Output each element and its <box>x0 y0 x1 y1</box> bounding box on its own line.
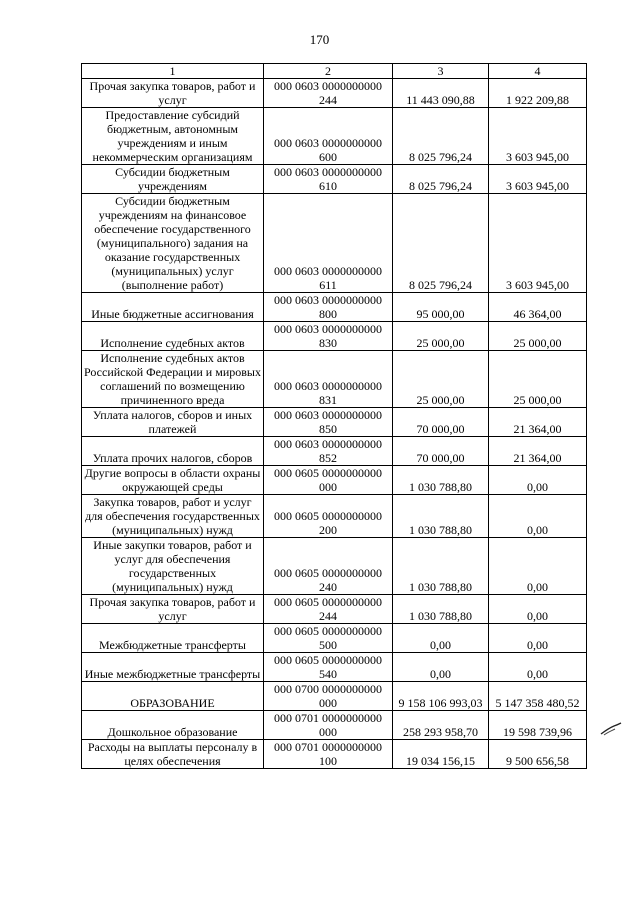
row-name: Другие вопросы в области охраны окружающей среды <box>82 466 264 495</box>
header-cell-3: 3 <box>393 64 489 79</box>
row-value-col3: 95 000,00 <box>393 293 489 322</box>
row-value-col3: 8 025 796,24 <box>393 194 489 293</box>
row-name: Исполнение судебных актов <box>82 322 264 351</box>
table-row <box>82 653 587 682</box>
row-code: 000 0605 0000000000 200 <box>264 495 393 538</box>
row-value-col4: 3 603 945,00 <box>489 165 587 194</box>
row-value-col3: 0,00 <box>393 624 489 653</box>
row-name: Прочая закупка товаров, работ и услуг <box>82 595 264 624</box>
row-name: Расходы на выплаты персоналу в целях обеспечения <box>82 740 264 769</box>
row-value-col4: 21 364,00 <box>489 437 587 466</box>
table-row <box>82 466 587 495</box>
row-value-col4: 9 500 656,58 <box>489 740 587 769</box>
header-cell-1: 1 <box>82 64 264 79</box>
row-name: Прочая закупка товаров, работ и услуг <box>82 79 264 108</box>
row-value-col3: 0,00 <box>393 653 489 682</box>
table-row <box>82 194 587 293</box>
table-row <box>82 711 587 740</box>
row-value-col3: 8 025 796,24 <box>393 165 489 194</box>
pen-mark-icon <box>600 722 622 736</box>
header-cell-2: 2 <box>264 64 393 79</box>
row-value-col4: 0,00 <box>489 495 587 538</box>
table-row <box>82 740 587 769</box>
row-code: 000 0701 0000000000 100 <box>264 740 393 769</box>
row-value-col4: 25 000,00 <box>489 322 587 351</box>
row-code: 000 0603 0000000000 611 <box>264 194 393 293</box>
header-row <box>82 64 587 79</box>
row-name: Уплата прочих налогов, сборов <box>82 437 264 466</box>
table-row <box>82 682 587 711</box>
row-value-col4: 0,00 <box>489 466 587 495</box>
row-value-col3: 25 000,00 <box>393 322 489 351</box>
row-value-col4: 5 147 358 480,52 <box>489 682 587 711</box>
row-code: 000 0603 0000000000 600 <box>264 108 393 165</box>
table-row <box>82 595 587 624</box>
row-value-col3: 11 443 090,88 <box>393 79 489 108</box>
row-code: 000 0605 0000000000 240 <box>264 538 393 595</box>
row-value-col4: 19 598 739,96 <box>489 711 587 740</box>
row-code: 000 0605 0000000000 000 <box>264 466 393 495</box>
table-row <box>82 79 587 108</box>
row-code: 000 0603 0000000000 800 <box>264 293 393 322</box>
page-number: 170 <box>309 32 330 47</box>
table-row <box>82 293 587 322</box>
row-code: 000 0605 0000000000 500 <box>264 624 393 653</box>
row-value-col3: 1 030 788,80 <box>393 595 489 624</box>
row-name: Предоставление субсидий бюджетным, автономным учреждениям и иным некоммерческим организациям <box>82 108 264 165</box>
row-value-col3: 19 034 156,15 <box>393 740 489 769</box>
row-code: 000 0605 0000000000 540 <box>264 653 393 682</box>
row-code: 000 0603 0000000000 850 <box>264 408 393 437</box>
table-row <box>82 165 587 194</box>
row-name: Иные межбюджетные трансферты <box>82 653 264 682</box>
row-value-col4: 0,00 <box>489 653 587 682</box>
row-name: Субсидии бюджетным учреждениям <box>82 165 264 194</box>
budget-table <box>81 63 587 769</box>
row-name: Межбюджетные трансферты <box>82 624 264 653</box>
row-value-col4: 0,00 <box>489 538 587 595</box>
row-value-col3: 70 000,00 <box>393 437 489 466</box>
table-row <box>82 538 587 595</box>
table-row <box>82 495 587 538</box>
table-row <box>82 108 587 165</box>
row-value-col3: 258 293 958,70 <box>393 711 489 740</box>
row-code: 000 0605 0000000000 244 <box>264 595 393 624</box>
row-value-col4: 0,00 <box>489 624 587 653</box>
table-row <box>82 351 587 408</box>
table-row <box>82 624 587 653</box>
row-value-col4: 1 922 209,88 <box>489 79 587 108</box>
row-value-col3: 1 030 788,80 <box>393 495 489 538</box>
row-value-col4: 46 364,00 <box>489 293 587 322</box>
row-value-col3: 9 158 106 993,03 <box>393 682 489 711</box>
row-code: 000 0700 0000000000 000 <box>264 682 393 711</box>
table-row <box>82 322 587 351</box>
row-value-col3: 1 030 788,80 <box>393 538 489 595</box>
row-code: 000 0603 0000000000 830 <box>264 322 393 351</box>
row-value-col3: 1 030 788,80 <box>393 466 489 495</box>
row-value-col4: 3 603 945,00 <box>489 108 587 165</box>
row-code: 000 0603 0000000000 831 <box>264 351 393 408</box>
row-name: Исполнение судебных актов Российской Федерации и мировых соглашений по возмещению причиненного вреда <box>82 351 264 408</box>
row-name: Иные закупки товаров, работ и услуг для обеспечения государственных (муниципальных) нужд <box>82 538 264 595</box>
row-code: 000 0603 0000000000 610 <box>264 165 393 194</box>
row-code: 000 0603 0000000000 244 <box>264 79 393 108</box>
row-name: Субсидии бюджетным учреждениям на финансовое обеспечение государственного (муниципального) задания на оказание государственных (муниципальных) услуг (выполнение работ) <box>82 194 264 293</box>
row-name: Дошкольное образование <box>82 711 264 740</box>
row-value-col3: 25 000,00 <box>393 351 489 408</box>
table-row <box>82 408 587 437</box>
header-cell-4: 4 <box>489 64 587 79</box>
row-name: ОБРАЗОВАНИЕ <box>82 682 264 711</box>
row-value-col4: 3 603 945,00 <box>489 194 587 293</box>
row-value-col3: 8 025 796,24 <box>393 108 489 165</box>
row-value-col4: 21 364,00 <box>489 408 587 437</box>
row-name: Уплата налогов, сборов и иных платежей <box>82 408 264 437</box>
row-code: 000 0603 0000000000 852 <box>264 437 393 466</box>
row-value-col4: 0,00 <box>489 595 587 624</box>
row-name: Закупка товаров, работ и услуг для обеспечения государственных (муниципальных) нужд <box>82 495 264 538</box>
table-row <box>82 437 587 466</box>
row-code: 000 0701 0000000000 000 <box>264 711 393 740</box>
row-value-col4: 25 000,00 <box>489 351 587 408</box>
row-name: Иные бюджетные ассигнования <box>82 293 264 322</box>
row-value-col3: 70 000,00 <box>393 408 489 437</box>
